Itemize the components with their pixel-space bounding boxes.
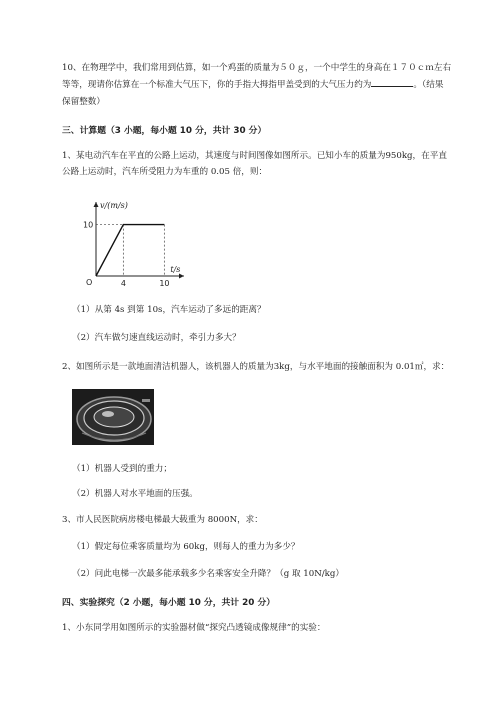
c2-sub1: （1）机器人受到的重力； — [72, 464, 172, 474]
y-tick-label-10: 10 — [83, 220, 94, 230]
origin-label: O — [86, 278, 93, 287]
section-title-experiment: 四、实验探究（2 小题，每小题 10 分，共计 20 分） — [62, 598, 276, 608]
c2-line1: 2、如图所示是一款地面清洁机器人，该机器人的质量为3kg，与水平地面的接触面积为 0.01㎡，求： — [62, 362, 450, 372]
c1-sub1: （1）从第 4s 到第 10s，汽车运动了多远的距离？ — [72, 305, 266, 315]
x-axis-label: t/s — [170, 265, 181, 274]
x-axis-arrow-icon — [179, 274, 184, 279]
c1-sub2: （2）汽车做匀速直线运动时，牵引力多大？ — [72, 333, 241, 343]
q10-line3: 保留整数） — [62, 97, 105, 107]
velocity-line — [96, 225, 164, 276]
section-title-calculation: 三、计算题（3 小题，每小题 10 分，共计 30 分） — [62, 126, 267, 136]
q10-line2-end: 。（结果 — [413, 80, 444, 90]
c1-line1: 1、某电动汽车在平直的公路上运动，其速度与时间图像如图所示。已知小车的质量为950kg，在平直 — [62, 151, 447, 161]
x-tick-label-10: 10 — [159, 279, 170, 288]
q10-line1: 10、在物理学中，我们常用到估算，如一个鸡蛋的质量为５０ｇ，一个中学生的身高在１７０ｃｍ左右 — [62, 63, 452, 73]
cleaning-robot-photo — [72, 389, 154, 445]
c2-sub2: （2）机器人对水平地面的压强。 — [72, 489, 198, 499]
c1-line2: 公路上运动时，汽车所受阻力为车重的 0.05 倍，则： — [62, 167, 268, 177]
c3-line1: 3、市人民医院病房楼电梯最大载重为 8000N，求： — [62, 515, 263, 525]
velocity-time-chart — [78, 196, 188, 290]
x-tick-label-4: 4 — [120, 279, 126, 288]
q10-line2 — [62, 77, 462, 94]
y-axis-arrow-icon — [94, 202, 99, 207]
c3-sub2: （2）问此电梯一次最多能承载多少名乘客安全升降？（g 取 10N/kg） — [72, 569, 344, 579]
e1-line1: 1、小东同学用如图所示的实验器材做“探究凸透镜成像规律”的实验： — [62, 623, 326, 633]
answer-blank — [371, 77, 413, 87]
y-axis-label: v/(m/s) — [100, 201, 128, 210]
q10-line2-text: 等等，现请你估算在一个标准大气压下，你的手指大拇指甲盖受到的大气压力约为 — [62, 80, 372, 90]
c3-sub1: （1）假定每位乘客质量均为 60kg，则每人的重力为多少？ — [72, 542, 300, 552]
